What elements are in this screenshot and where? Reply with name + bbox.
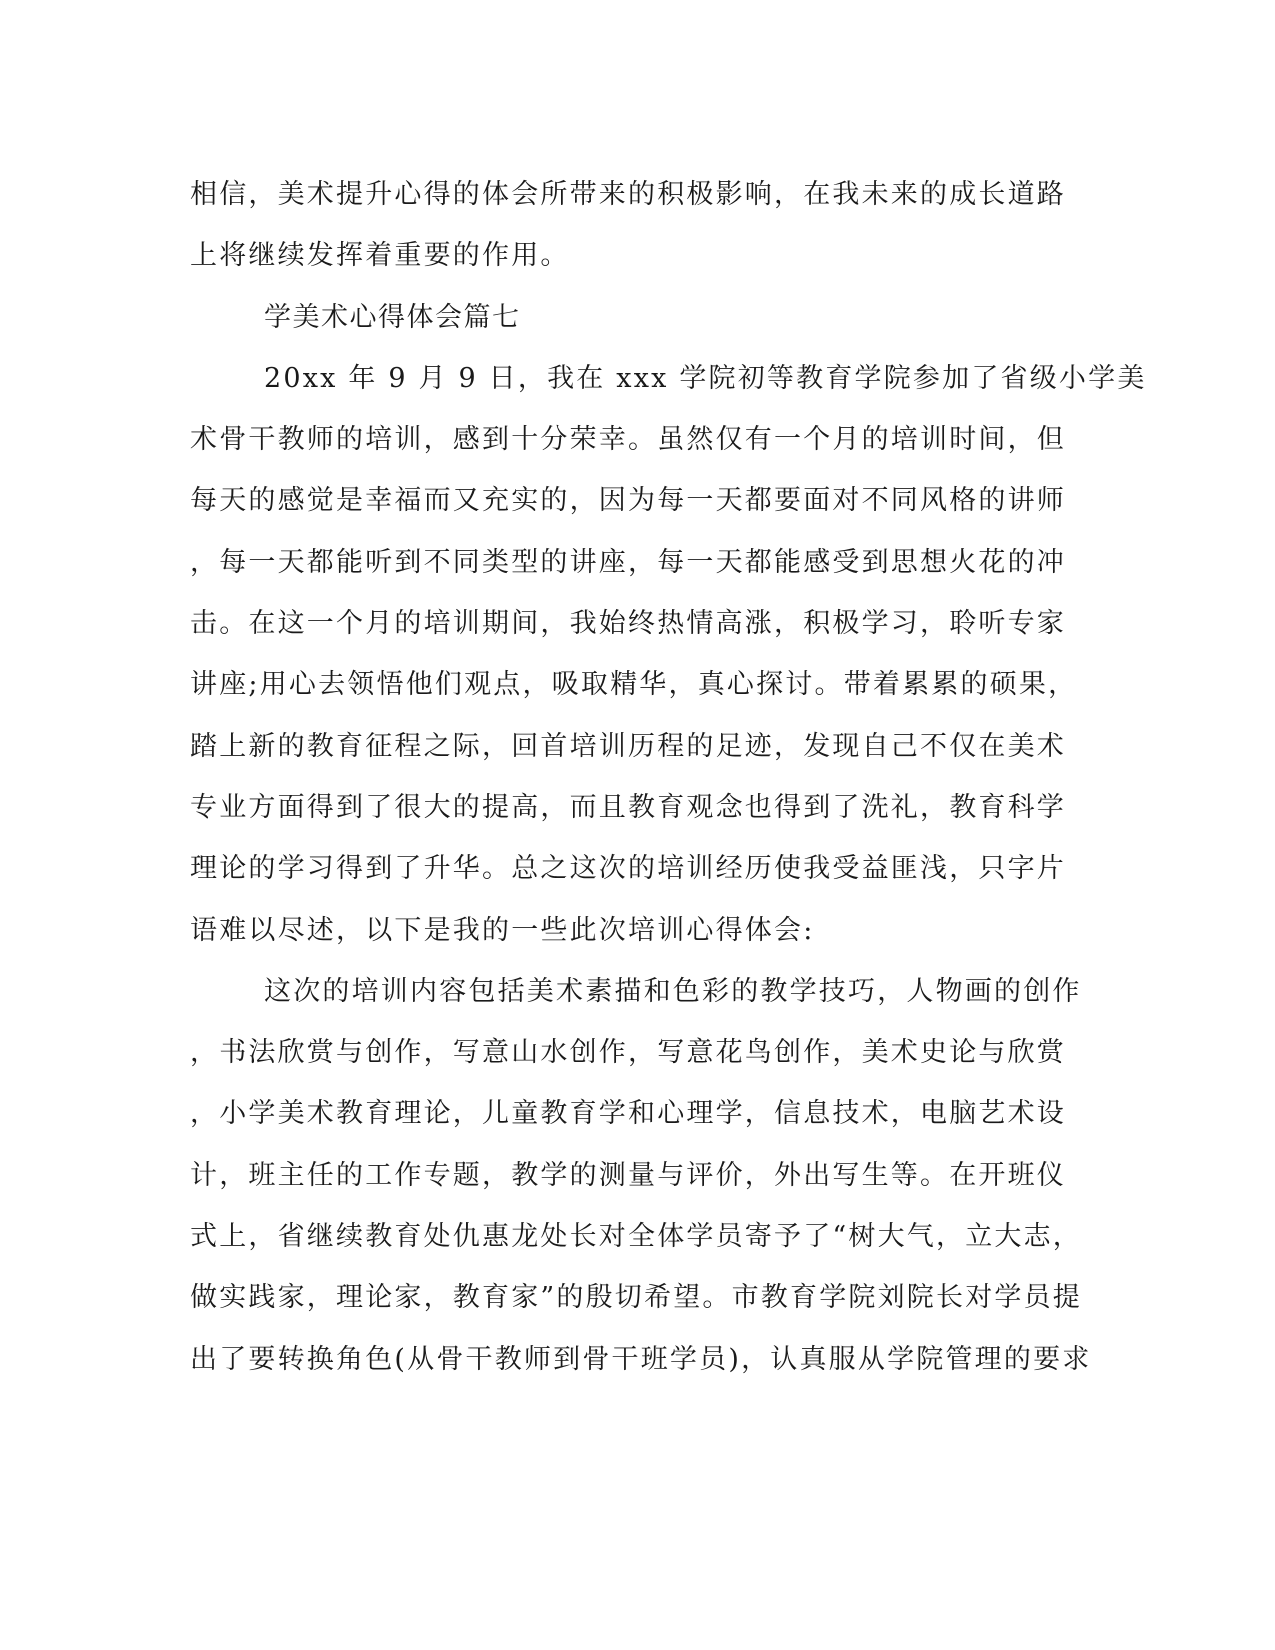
- text-line: 理论的学习得到了升华。总之这次的培训经历使我受益匪浅，只字片: [190, 853, 1066, 885]
- text-line: 式上，省继续教育处仇惠龙处长对全体学员寄予了“树大气，立大志，: [190, 1221, 1083, 1253]
- text-line: 讲座;用心去领悟他们观点，吸取精华，真心探讨。带着累累的硕果，: [190, 669, 1078, 701]
- text-line: 上将继续发挥着重要的作用。: [190, 240, 570, 272]
- text-line: 每天的感觉是幸福而又充实的，因为每一天都要面对不同风格的讲师: [190, 485, 1066, 517]
- text-line: 相信，美术提升心得的体会所带来的积极影响，在我未来的成长道路: [190, 179, 1066, 210]
- text-line: 做实践家，理论家，教育家”的殷切希望。市教育学院刘院长对学员提: [190, 1282, 1083, 1314]
- section-heading: 学美术心得体会篇七: [264, 301, 521, 333]
- text-line: 术骨干教师的培训，感到十分荣幸。虽然仅有一个月的培训时间，但: [190, 424, 1066, 456]
- document-body: [190, 164, 1147, 1390]
- text-line: ，小学美术教育理论，儿童教育学和心理学，信息技术，电脑艺术设: [190, 1098, 1066, 1130]
- text-line: 专业方面得到了很大的提高，而且教育观念也得到了洗礼，教育科学: [190, 791, 1066, 823]
- text-line: 踏上新的教育征程之际，回首培训历程的足迹，发现自己不仅在美术: [190, 730, 1066, 762]
- text-line: 出了要转换角色(从骨干教师到骨干班学员)，认真服从学院管理的要求: [190, 1343, 1092, 1375]
- text-line: 击。在这一个月的培训期间，我始终热情高涨，积极学习，聆听专家: [190, 608, 1066, 640]
- text-line: ，每一天都能听到不同类型的讲座，每一天都能感受到思想火花的冲: [190, 546, 1066, 578]
- text-line: 语难以尽述，以下是我的一些此次培训心得体会:: [190, 914, 815, 946]
- paragraph-first-line: 这次的培训内容包括美术素描和色彩的教学技巧，人物画的创作: [264, 975, 1082, 1007]
- text-line: 计，班主任的工作专题，教学的测量与评价，外出写生等。在开班仪: [190, 1159, 1066, 1191]
- paragraph-first-line: 20xx 年 9 月 9 日，我在 xxx 学院初等教育学院参加了省级小学美: [264, 362, 1147, 394]
- text-line: ，书法欣赏与创作，写意山水创作，写意花鸟创作，美术史论与欣赏: [190, 1037, 1066, 1069]
